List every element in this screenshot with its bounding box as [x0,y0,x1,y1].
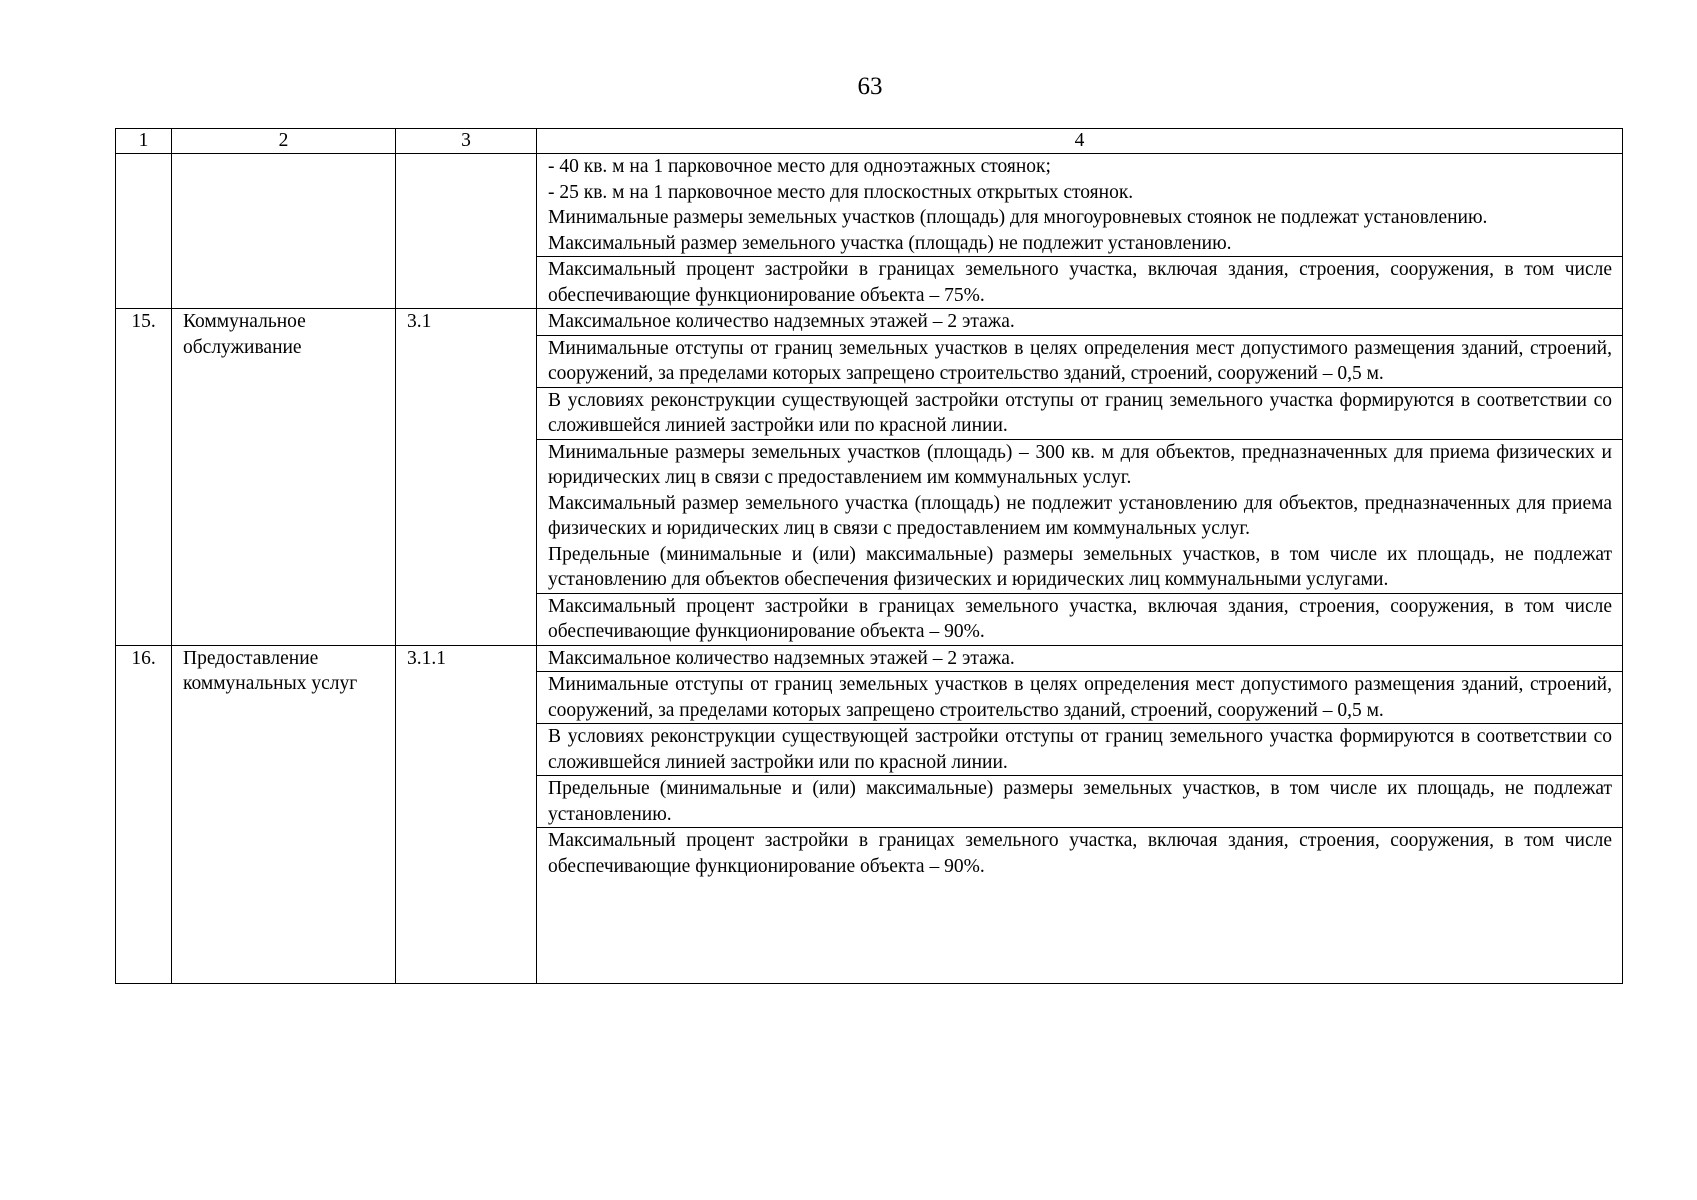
requirement-cell [537,257,1623,309]
requirement-text: Максимальный процент застройки в границах земельного участка, включая здания, строения, сооружения, в том числе обеспечивающие функционирование объекта – 90%. [548,830,1612,877]
continuation-number-cell [116,154,172,309]
requirement-cell [537,439,1623,593]
requirement-cell [537,828,1623,880]
table-header-row [116,129,1623,154]
row-number: 16. [116,645,172,984]
usage-type-code: 3.1.1 [396,645,537,984]
requirement-text: Минимальные отступы от границ земельных участков в целях определения мест допустимого размещения зданий, строений, сооружений, за пределами которых запрещено строительство зданий, строений, сооружений – 0,5 м. [548,337,1612,384]
row-number: 15. [116,309,172,646]
requirement-text: Минимальные размеры земельных участков (площадь) – 300 кв. м для объектов, предназначенных для приема физических и юридических лиц в связи с предоставлением им коммунальных услуг. [548,441,1612,488]
requirement-cell [537,154,1623,257]
requirement-cell [537,645,1623,672]
requirement-text: - 40 кв. м на 1 парковочное место для одноэтажных стоянок; [548,156,1051,177]
header-col-2: 2 [172,129,396,154]
requirement-cell [537,335,1623,387]
requirement-text: В условиях реконструкции существующей застройки отступы от границ земельного участка формируются в соответствии со сложившейся линией застройки или по красной линии. [548,726,1612,773]
requirement-text: Предельные (минимальные и (или) максимальные) размеры земельных участков, в том числе их площадь, не подлежат установлению. [548,778,1612,825]
usage-type-code: 3.1 [396,309,537,646]
requirement-text: Максимальный процент застройки в границах земельного участка, включая здания, строения, сооружения, в том числе обеспечивающие функционирование объекта – 90%. [548,595,1612,642]
requirement-text: В условиях реконструкции существующей застройки отступы от границ земельного участка формируются в соответствии со сложившейся линией застройки или по красной линии. [548,389,1612,436]
regulations-table [115,128,1623,984]
requirement-cell [537,776,1623,828]
table-body [116,129,1623,984]
requirement-text: Максимальный размер земельного участка (площадь) не подлежит установлению. [548,232,1232,254]
requirement-text: Максимальный процент застройки в границах земельного участка, включая здания, строения, сооружения, в том числе обеспечивающие функционирование объекта – 75%. [548,259,1612,306]
usage-type-name: Коммунальное обслуживание [172,309,396,646]
requirement-text: Максимальный размер земельного участка (площадь) не подлежит установлению для объектов, предназначенных для приема физических и юридических лиц в связи с предоставлением им коммунальных услуг. [548,492,1612,539]
requirement-text: Минимальные размеры земельных участков (площадь) для многоуровневых стоянок не подлежат установлению. [548,207,1488,228]
requirement-cell [537,593,1623,645]
requirement-text: Минимальные отступы от границ земельных участков в целях определения мест допустимого размещения зданий, строений, сооружений, за пределами которых запрещено строительство зданий, строений, сооружений – 0,5 м. [548,674,1612,721]
requirement-text: Максимальное количество надземных этажей – 2 этажа. [548,647,1015,669]
requirement-text: Предельные (минимальные и (или) максимальные) размеры земельных участков, в том числе их площадь, не подлежат установлению для объектов обеспечения физических и юридических лиц коммунальными услугами. [548,543,1612,590]
requirement-text: Максимальное количество надземных этажей – 2 этажа. [548,311,1015,332]
requirement-text: - 25 кв. м на 1 парковочное место для плоскостных открытых стоянок. [548,181,1134,203]
header-col-1: 1 [116,129,172,154]
requirement-cell [537,309,1623,336]
continuation-name-cell [172,154,396,309]
header-col-4: 4 [537,129,1623,154]
requirement-cell [537,724,1623,776]
header-col-3: 3 [396,129,537,154]
requirement-cell [537,672,1623,724]
requirement-cell [537,387,1623,439]
table-row [116,309,1623,336]
table-row [116,154,1623,257]
continuation-code-cell [396,154,537,309]
page-number: 63 [857,73,883,100]
table-row [116,645,1623,672]
usage-type-name: Предоставление коммунальных услуг [172,645,396,984]
requirement-cell-blank [537,879,1623,984]
